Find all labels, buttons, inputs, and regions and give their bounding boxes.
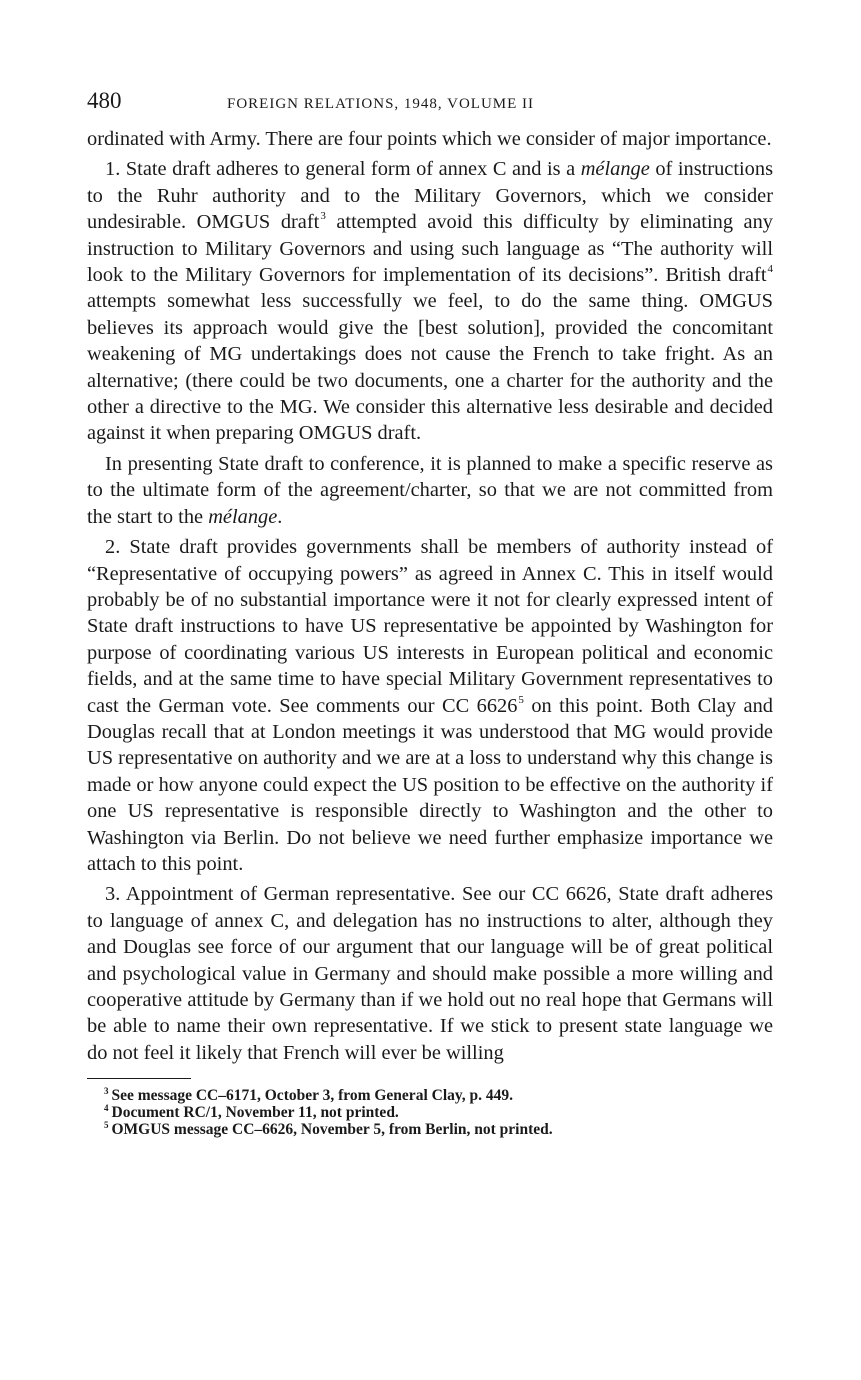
- footnotes: [87, 1087, 773, 1138]
- footnote-4: $^4$ Document RC/1, November 11, not printed.: [104, 1103, 399, 1122]
- running-title: FOREIGN RELATIONS, 1948, VOLUME II: [227, 96, 535, 112]
- footnote-divider: [87, 1078, 191, 1079]
- footnote-ref-4[interactable]: 4: [767, 263, 773, 276]
- paragraph-continuation: ordinated with Army. There are four points which we consider of major importance.: [87, 128, 772, 150]
- body-text: [87, 126, 773, 1066]
- page-number: 480: [87, 88, 122, 113]
- paragraph-conference: In presenting State draft to conference, it is planned to make a specific reserve as to the ultimate form of the agreement/charter, so that we are not committed from the start to the mélange.: [87, 452, 773, 528]
- italic-term: mélange: [208, 505, 278, 528]
- italic-term: mélange: [580, 158, 650, 181]
- footnote-ref-5[interactable]: 5: [518, 693, 524, 706]
- paragraph-point-1: 1. State draft adheres to general form of annex C and is a mélange of instructions to the Ruhr authority and to the Military Governors, which we consider undesirable. OMGUS draft$^3$ attempted avoid this difficulty by eliminating any instruction to Military Governors and using such language as “The authority will look to the Military Governors for implementation of its decisions”. British draft$^4$ attempts somewhat less successfully we feel, to do the same thing. OMGUS believes its approach would give the [best solution], provided the concomitant weakening of MG undertakings does not cause the French to take fright. As an alternative; (there could be two documents, one a charter for the authority and the other a directive to the MG. We consider this alternative less desirable and decided against it when preparing OMGUS draft.: [87, 158, 773, 445]
- footnote-ref-3[interactable]: 3: [320, 210, 326, 223]
- running-head: [87, 88, 773, 122]
- document-page: [87, 88, 773, 1138]
- paragraph-point-2: 2. State draft provides governments shall be members of authority instead of “Representative of occupying powers” as agreed in Annex C. This in itself would probably be of no substantial importance were it not for clearly expressed intent of State draft instructions to have US representative be appointed by Washington for purpose of coordinating various US interests in European political and economic fields, and at the same time to have special Military Government representatives to cast the German vote. See comments our CC 6626$^5$ on this point. Both Clay and Douglas recall that at London meetings it was understood that MG would provide US representative on authority and we are at a loss to understand why this change is made or how anyone could expect the US position to be effective on the authority if one US representative is responsible directly to Washington and the other to Washington via Berlin. Do not believe we need further emphasize importance we attach to this point.: [87, 536, 774, 875]
- footnote-5: $^5$ OMGUS message CC–6626, November 5, from Berlin, not printed.: [104, 1120, 553, 1139]
- footnote-3: $^3$ See message CC–6171, October 3, from General Clay, p. 449.: [104, 1086, 514, 1105]
- paragraph-point-3: 3. Appointment of German representative. See our CC 6626, State draft adheres to language of annex C, and delegation has no instructions to alter, although they and Douglas see force of our argument that our language will be of great political and psychological value in Germany and should make possible a more willing and cooperative attitude by Germany than if we hold out no real hope that Germans will be able to name their own representative. If we stick to present state language we do not feel it likely that French will ever be willing: [87, 883, 773, 1064]
